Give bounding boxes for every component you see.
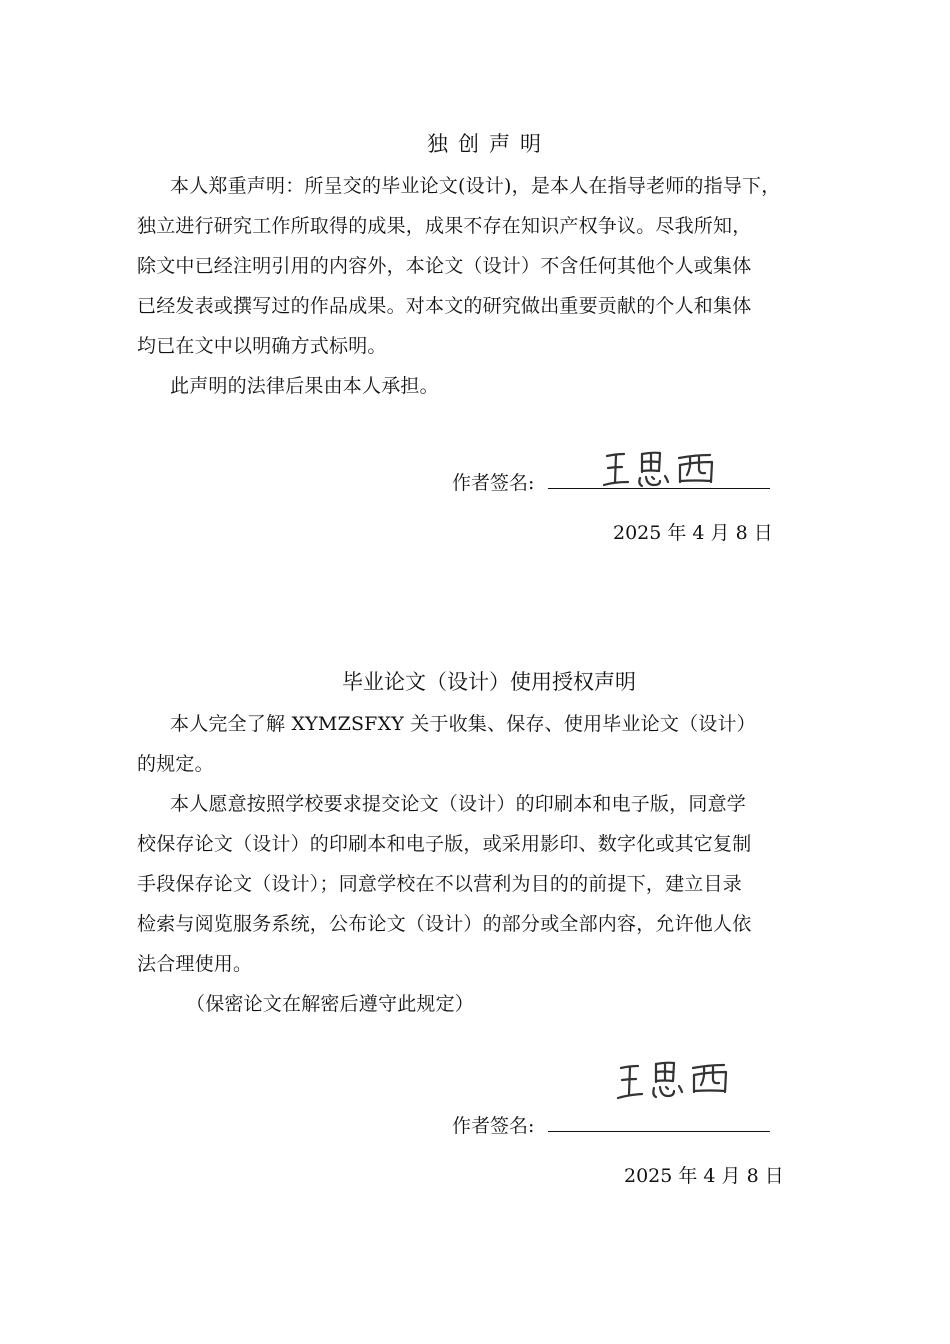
- authorization-line-6: 检索与阅览服务系统，公布论文（设计）的部分或全部内容，允许他人依: [137, 913, 752, 935]
- authorization-line-7: 法合理使用。: [137, 953, 253, 975]
- declaration-title: 独创声明: [427, 132, 551, 156]
- declaration-line-3: 除文中已经注明引用的内容外，本论文（设计）不含任何其他个人或集体: [137, 255, 752, 277]
- declaration-line-1: 本人郑重声明：所呈交的毕业论文(设计)，是本人在指导老师的指导下，: [170, 175, 781, 197]
- authorization-signature-label: 作者签名:: [452, 1115, 535, 1137]
- authorization-line-2: 的规定。: [137, 753, 214, 775]
- declaration-handwritten-signature: [600, 448, 725, 493]
- authorization-line-1: 本人完全了解 XYMZSFXY 关于收集、保存、使用毕业论文（设计）: [170, 713, 756, 735]
- declaration-line-6: 此声明的法律后果由本人承担。: [170, 375, 439, 397]
- signature-glyph-icon: [600, 448, 725, 493]
- declaration-line-5: 均已在文中以明确方式标明。: [137, 335, 387, 357]
- declaration-line-2: 独立进行研究工作所取得的成果，成果不存在知识产权争议。尽我所知，: [137, 215, 752, 237]
- authorization-title: 毕业论文（设计）使用授权声明: [342, 670, 636, 694]
- declaration-line-4: 已经发表或撰写过的作品成果。对本文的研究做出重要贡献的个人和集体: [137, 295, 752, 317]
- authorization-line-8: （保密论文在解密后遵守此规定）: [186, 993, 475, 1015]
- declaration-signature-label: 作者签名:: [452, 472, 535, 494]
- authorization-line-4: 校保存论文（设计）的印刷本和电子版，或采用影印、数字化或其它复制: [137, 833, 752, 855]
- authorization-handwritten-signature: [614, 1058, 739, 1103]
- authorization-date: 2025 年 4 月 8 日: [624, 1165, 784, 1187]
- authorization-line-3: 本人愿意按照学校要求提交论文（设计）的印刷本和电子版，同意学: [170, 793, 747, 815]
- signature-glyph-icon: [614, 1058, 739, 1103]
- authorization-line-5: 手段保存论文（设计）；同意学校在不以营利为目的的前提下，建立目录: [137, 873, 742, 895]
- declaration-date: 2025 年 4 月 8 日: [613, 522, 773, 544]
- authorization-signature-line: [548, 1131, 770, 1132]
